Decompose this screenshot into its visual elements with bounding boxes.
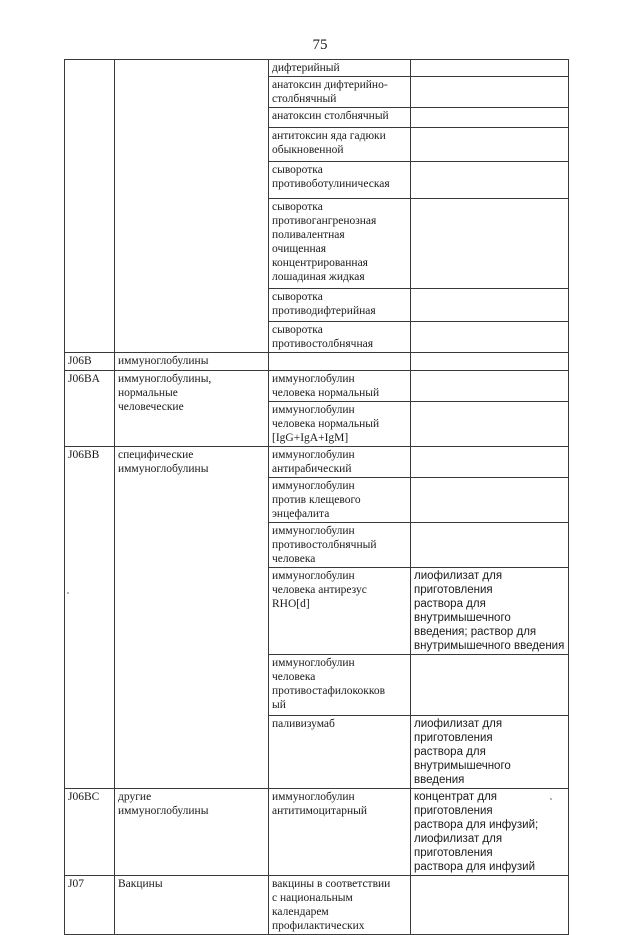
dosage-form-cell	[411, 77, 569, 108]
dosage-form-cell	[411, 447, 569, 478]
atc-code-cell: J07	[65, 876, 115, 935]
drug-name-cell: антитоксин яда гадюки обыкновенной	[269, 128, 411, 162]
dosage-form-cell	[411, 523, 569, 568]
drug-name-cell: сыворотка противоботулиническая	[269, 162, 411, 199]
scan-speck	[550, 798, 552, 800]
drug-name-cell: иммуноглобулин человека нормальный	[269, 371, 411, 402]
table-row	[65, 789, 569, 876]
drug-name-cell	[269, 353, 411, 371]
dosage-form-cell: концентрат для приготовления раствора для инфузий; лиофилизат для приготовления раствора для инфузий	[411, 789, 569, 876]
group-name-cell: иммуноглобулины, нормальные человеческие	[115, 371, 269, 447]
drug-name-cell: иммуноглобулин противостолбнячный человека	[269, 523, 411, 568]
drug-name-cell: дифтерийный	[269, 60, 411, 77]
dosage-form-cell: лиофилизат для приготовления раствора для внутримышечного введения; раствор для внутримышечного введения	[411, 568, 569, 655]
dosage-form-cell	[411, 402, 569, 447]
table-row	[65, 876, 569, 935]
group-name-cell: другие иммуноглобулины	[115, 789, 269, 876]
dosage-form-cell	[411, 876, 569, 935]
atc-code-cell: J06BB	[65, 447, 115, 789]
dosage-form-cell	[411, 371, 569, 402]
drug-name-cell: вакцины в соответствии с национальным календарем профилактических	[269, 876, 411, 935]
dosage-form-cell	[411, 655, 569, 716]
drug-name-cell: сыворотка противогангренозная поливалентная очищенная концентрированная лошадиная жидкая	[269, 199, 411, 289]
page-number: 75	[312, 37, 328, 53]
drug-classification-table	[64, 59, 569, 935]
dosage-form-cell	[411, 199, 569, 289]
drug-name-cell: иммуноглобулин человека противостафилококков ый	[269, 655, 411, 716]
dosage-form-cell	[411, 322, 569, 353]
table-row	[65, 353, 569, 371]
group-name-cell: Вакцины	[115, 876, 269, 935]
dosage-form-cell	[411, 128, 569, 162]
dosage-form-cell	[411, 108, 569, 128]
drug-name-cell: сыворотка противодифтерийная	[269, 289, 411, 322]
dosage-form-cell	[411, 478, 569, 523]
atc-code-cell: J06B	[65, 353, 115, 371]
group-name-cell: специфические иммуноглобулины	[115, 447, 269, 789]
dosage-form-cell	[411, 353, 569, 371]
drug-name-cell: сыворотка противостолбнячная	[269, 322, 411, 353]
table-row	[65, 371, 569, 402]
drug-name-cell: иммуноглобулин человека антирезус RHO[d]	[269, 568, 411, 655]
drug-name-cell: анатоксин дифтерийно- столбнячный	[269, 77, 411, 108]
drug-name-cell: иммуноглобулин человека нормальный [IgG+IgA+IgM]	[269, 402, 411, 447]
group-name-cell: иммуноглобулины	[115, 353, 269, 371]
atc-code-cell	[65, 60, 115, 353]
table-row	[65, 447, 569, 478]
dosage-form-cell	[411, 162, 569, 199]
dosage-form-cell	[411, 60, 569, 77]
drug-name-cell: иммуноглобулин антирабический	[269, 447, 411, 478]
drug-name-cell: иммуноглобулин антитимоцитарный	[269, 789, 411, 876]
dosage-form-cell	[411, 289, 569, 322]
atc-code-cell: J06BA	[65, 371, 115, 447]
drug-name-cell: анатоксин столбнячный	[269, 108, 411, 128]
scan-speck	[67, 592, 69, 594]
drug-name-cell: иммуноглобулин против клещевого энцефалита	[269, 478, 411, 523]
table-row	[65, 60, 569, 77]
group-name-cell	[115, 60, 269, 353]
atc-code-cell: J06BC	[65, 789, 115, 876]
drug-name-cell: паливизумаб	[269, 716, 411, 789]
dosage-form-cell: лиофилизат для приготовления раствора для внутримышечного введения	[411, 716, 569, 789]
